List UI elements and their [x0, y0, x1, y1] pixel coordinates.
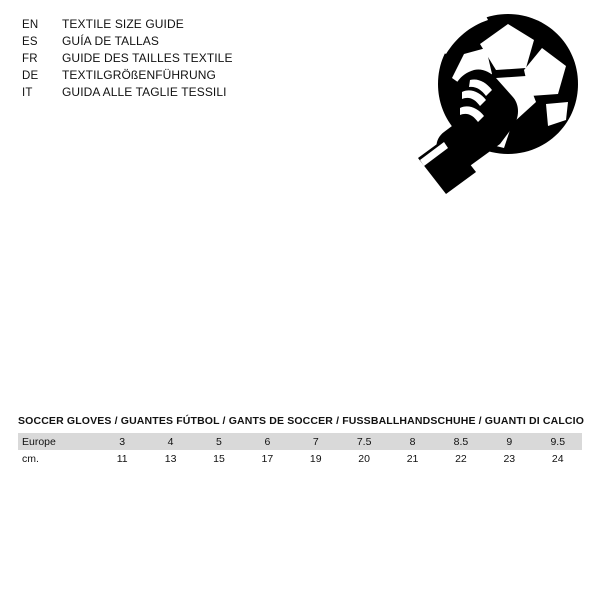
table-cell: 15 — [213, 452, 225, 465]
legend-language-code: EN — [22, 19, 39, 31]
table-cell: 3 — [98, 433, 146, 450]
table-cell: 7.5 — [340, 433, 388, 450]
row-label: cm. — [22, 452, 39, 465]
size-table-title: SOCCER GLOVES / GUANTES FÚTBOL / GANTS DE SOCCER / FUSSBALLHANDSCHUHE / GUANTI DI CALCIO — [18, 415, 585, 427]
table-cell: 8.5 — [437, 433, 485, 450]
legend-language-code: FR — [22, 53, 38, 65]
soccer-glove-ball-illustration — [400, 8, 590, 198]
table-cell: 24 — [551, 452, 564, 465]
legend-language-text: GUIDA ALLE TAGLIE TESSILI — [62, 85, 227, 99]
table-cell: 4 — [146, 433, 194, 450]
size-table-block — [18, 415, 585, 467]
legend-row — [22, 67, 352, 84]
legend-row — [22, 84, 352, 101]
table-cell: 11 — [116, 452, 128, 465]
table-cell: 8 — [388, 433, 436, 450]
legend-language-code: ES — [22, 36, 38, 48]
table-cell: 5 — [195, 433, 243, 450]
table-cell: 17 — [261, 452, 274, 465]
table-row — [18, 433, 582, 450]
table-row — [18, 450, 582, 467]
table-cell: 9 — [485, 433, 533, 450]
legend-language-text: GUÍA DE TALLAS — [62, 34, 159, 48]
legend-language-text: TEXTILE SIZE GUIDE — [62, 17, 184, 31]
table-cell: 23 — [503, 452, 516, 465]
table-cell: 9.5 — [534, 433, 582, 450]
table-cell: 6 — [243, 433, 291, 450]
language-legend — [22, 16, 352, 101]
legend-language-text: GUIDE DES TAILLES TEXTILE — [62, 51, 233, 65]
table-cell: 19 — [309, 452, 322, 465]
legend-language-text: TEXTILGRÖßENFÜHRUNG — [62, 68, 216, 82]
legend-row — [22, 33, 352, 50]
size-table — [18, 433, 582, 467]
table-cell: 13 — [164, 452, 177, 465]
table-cell: 7 — [292, 433, 340, 450]
legend-row — [22, 50, 352, 67]
row-label: Europe — [18, 433, 98, 450]
table-cell: 20 — [358, 452, 370, 465]
legend-language-code: IT — [22, 87, 33, 99]
legend-row — [22, 16, 352, 33]
table-cell: 22 — [455, 452, 467, 465]
legend-language-code: DE — [22, 70, 39, 82]
goalkeeper-glove-icon — [418, 69, 518, 194]
table-cell: 21 — [406, 452, 419, 465]
